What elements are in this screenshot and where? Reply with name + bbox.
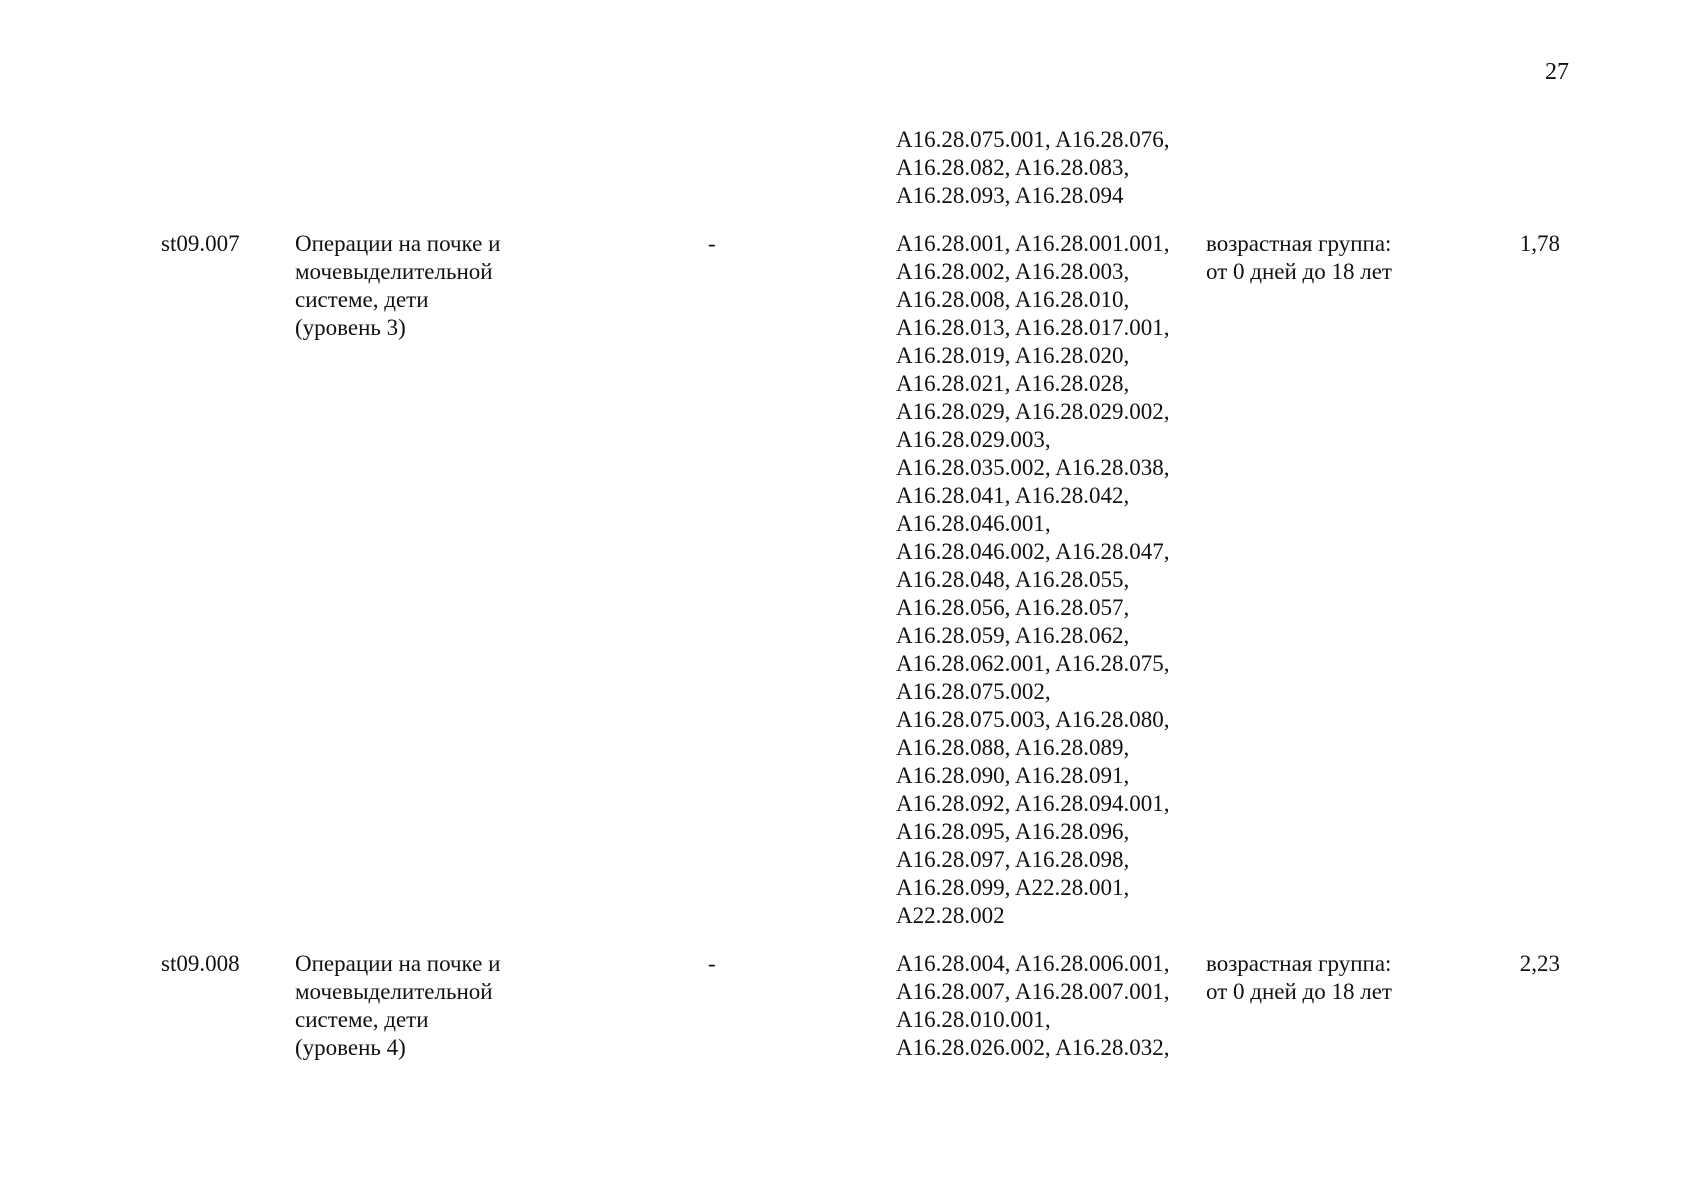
operations-continued: A16.28.075.001, A16.28.076, A16.28.082, A16.28.083, A16.28.093, A16.28.094 [896,127,1170,208]
row-name: Операции на почке и мочевыделительной системе, дети (уровень 4) [295,951,501,1060]
row-code: st09.008 [161,951,240,976]
row-operations: A16.28.004, A16.28.006.001, A16.28.007, A16.28.007.001, A16.28.010.001, A16.28.026.002, A16.28.032, [896,951,1170,1060]
row-name: Операции на почке и мочевыделительной системе, дети (уровень 3) [295,231,501,340]
row-condition: возрастная группа: от 0 дней до 18 лет [1206,231,1392,284]
row-coefficient: 2,23 [1519,951,1560,976]
row-diagnosis: - [708,951,716,976]
row-code: st09.007 [161,231,240,256]
page-number: 27 [1545,59,1569,85]
row-coefficient: 1,78 [1519,231,1560,256]
row-condition: возрастная группа: от 0 дней до 18 лет [1206,951,1392,1004]
row-operations: A16.28.001, A16.28.001.001, A16.28.002, A16.28.003, A16.28.008, A16.28.010, A16.28.013, A16.28.017.001, A16.28.019, A16.28.020, A16.28.021, A16.28.028, A16.28.029, A16.28.029.002, A16.28.029.003, A16.28.035.002, A16.28.038, A16.28.041, A16.28.042, A16.28.046.001, A16.28.046.002, A16.28.047, A16.28.048, A16.28.055, A16.28.056, A16.28.057, A16.28.059, A16.28.062, A16.28.062.001, A16.28.075, A16.28.075.002, A16.28.075.003, A16.28.080, A16.28.088, A16.28.089, A16.28.090, A16.28.091, A16.28.092, A16.28.094.001, A16.28.095, A16.28.096, A16.28.097, A16.28.098, A16.28.099, A22.28.001, A22.28.002 [896,231,1170,928]
row-diagnosis: - [708,231,716,256]
